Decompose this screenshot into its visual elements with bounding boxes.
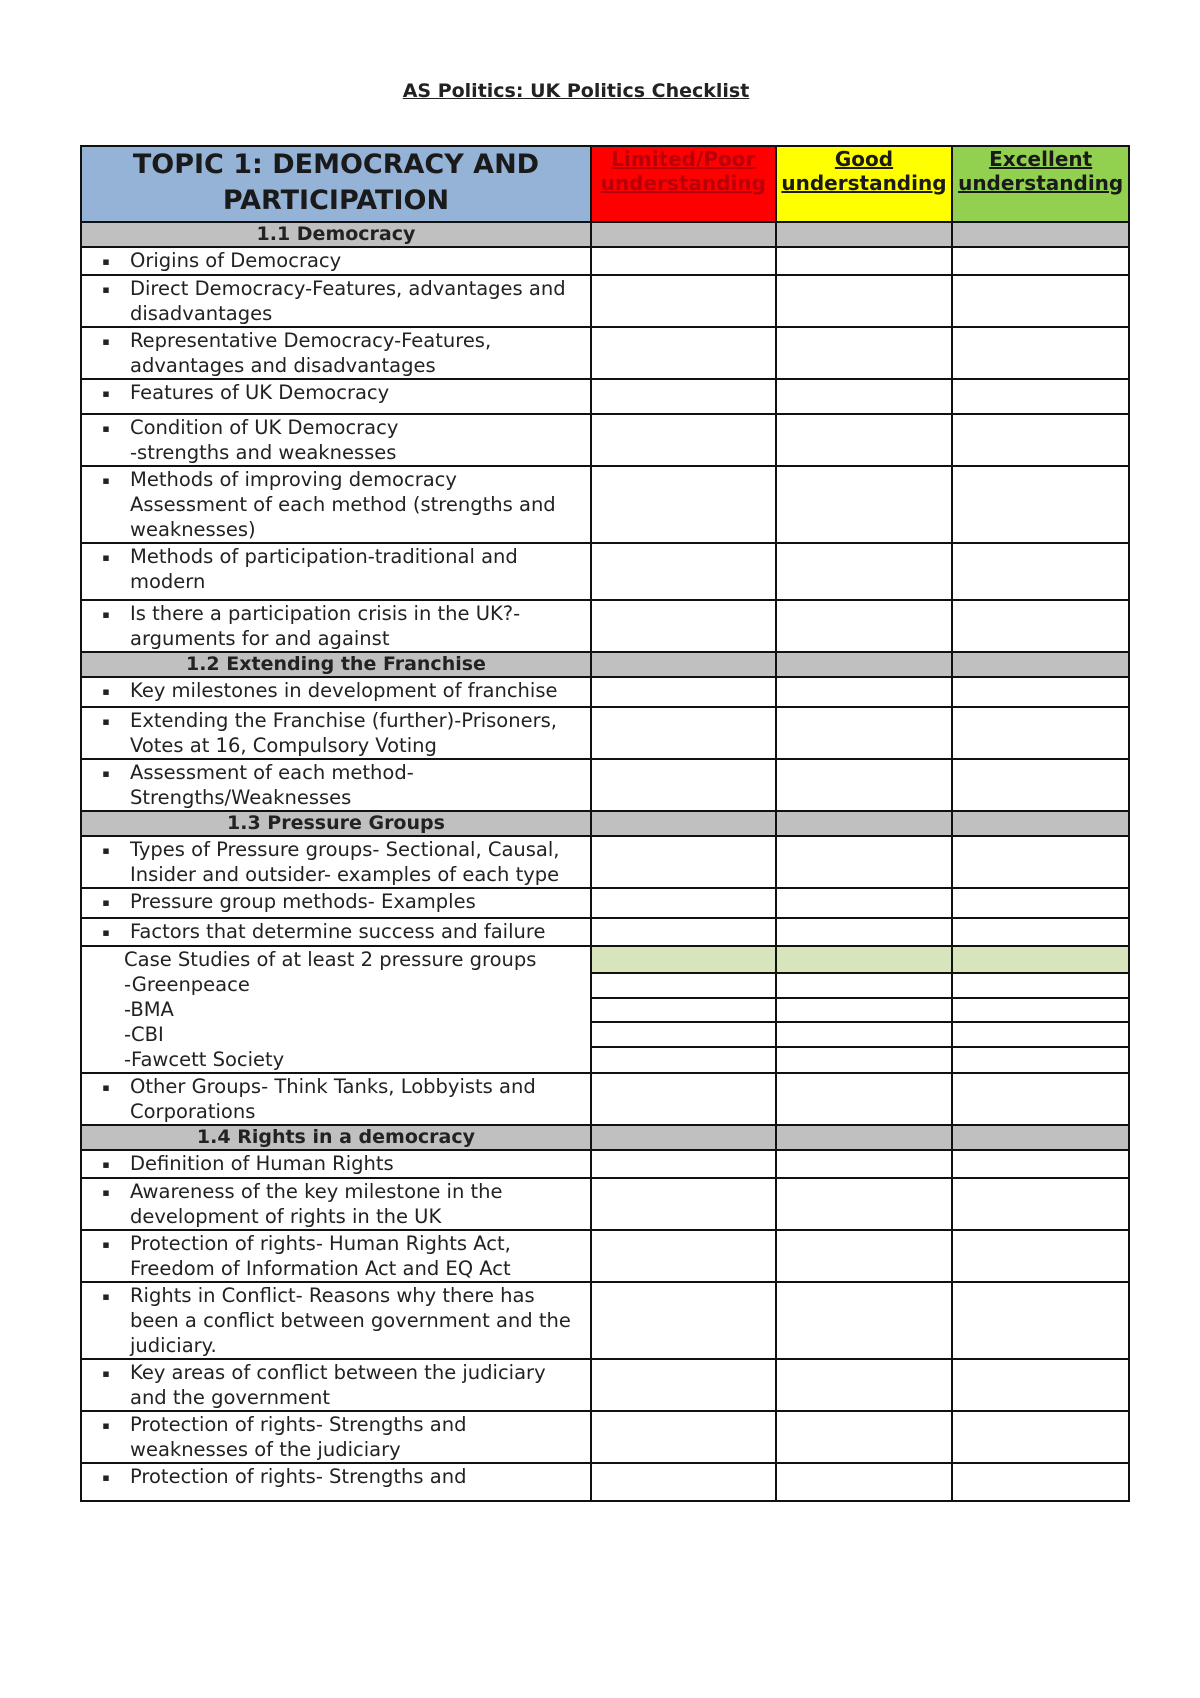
bullet-icon: ▪ — [102, 685, 110, 698]
checkbox-cell-excellent[interactable] — [952, 946, 1129, 973]
section-title: 1.3 Pressure Groups — [81, 811, 591, 836]
checklist-row — [81, 1230, 1129, 1282]
checkbox-cell-limited[interactable] — [591, 946, 776, 973]
section-title: 1.2 Extending the Franchise — [81, 652, 591, 677]
checklist-item-text: Assessment of each method- Strengths/Weaknesses — [130, 761, 414, 809]
checkbox-cell-excellent[interactable] — [952, 600, 1129, 652]
checkbox-cell-excellent[interactable] — [952, 543, 1129, 600]
section-header-cell — [591, 222, 776, 247]
bullet-icon: ▪ — [102, 1081, 110, 1094]
checkbox-cell-good[interactable] — [776, 1022, 953, 1046]
checklist-item-text: Factors that determine success and failure — [130, 920, 546, 943]
checklist-row — [81, 836, 1129, 888]
checkbox-cell-good[interactable] — [776, 1282, 953, 1359]
bullet-icon: ▪ — [102, 387, 110, 400]
checkbox-cell-excellent[interactable] — [952, 836, 1129, 888]
checkbox-cell-limited[interactable] — [591, 1022, 776, 1046]
checkbox-cell-excellent[interactable] — [952, 1047, 1129, 1073]
checklist-item-text: Condition of UK Democracy -strengths and weaknesses — [130, 416, 399, 464]
checkbox-cell-limited[interactable] — [591, 707, 776, 759]
checklist-row — [81, 275, 1129, 327]
checklist-item-text: Rights in Conflict- Reasons why there has been a conflict between government and the judiciary. — [130, 1284, 571, 1357]
checklist-row — [81, 247, 1129, 275]
checkbox-cell-good[interactable] — [776, 677, 953, 707]
checkbox-cell-good[interactable] — [776, 1359, 953, 1411]
checkbox-cell-good[interactable] — [776, 327, 953, 379]
checklist-item-text: Is there a participation crisis in the UK?- arguments for and against — [130, 602, 521, 650]
bullet-icon: ▪ — [102, 474, 110, 487]
checklist-item — [81, 918, 591, 946]
checklist-item — [81, 275, 591, 327]
section-header-cell — [952, 652, 1129, 677]
checkbox-cell-excellent[interactable] — [952, 275, 1129, 327]
header-row — [81, 146, 1129, 222]
checklist-item — [81, 1359, 591, 1411]
checkbox-cell-excellent[interactable] — [952, 466, 1129, 543]
checklist-item-text: Definition of Human Rights — [130, 1152, 394, 1175]
checkbox-cell-limited[interactable] — [591, 998, 776, 1022]
checklist-row — [81, 888, 1129, 918]
checkbox-cell-limited[interactable] — [591, 379, 776, 414]
checkbox-cell-limited[interactable] — [591, 327, 776, 379]
checklist-item-text: Protection of rights- Human Rights Act, Freedom of Information Act and EQ Act — [130, 1232, 511, 1280]
bullet-icon: ▪ — [102, 255, 110, 268]
checkbox-cell-excellent[interactable] — [952, 1150, 1129, 1178]
checklist-item-text: Features of UK Democracy — [130, 381, 390, 404]
section-header-row — [81, 652, 1129, 677]
bullet-icon: ▪ — [102, 1419, 110, 1432]
section-header-cell — [776, 1125, 953, 1150]
bullet-icon: ▪ — [102, 1290, 110, 1303]
section-header-cell — [776, 652, 953, 677]
checkbox-cell-good[interactable] — [776, 247, 953, 275]
checkbox-cell-excellent[interactable] — [952, 677, 1129, 707]
checkbox-cell-limited[interactable] — [591, 1359, 776, 1411]
checklist-row — [81, 1359, 1129, 1411]
section-header-cell — [591, 652, 776, 677]
checklist-item — [81, 466, 591, 543]
checkbox-cell-limited[interactable] — [591, 600, 776, 652]
checkbox-cell-limited[interactable] — [591, 677, 776, 707]
bullet-icon: ▪ — [102, 1158, 110, 1171]
checklist-row — [81, 1073, 1129, 1125]
checkbox-cell-excellent[interactable] — [952, 1411, 1129, 1463]
checklist-item — [81, 600, 591, 652]
bullet-icon: ▪ — [102, 1186, 110, 1199]
checklist-item — [81, 1411, 591, 1463]
checklist-item-text: Direct Democracy-Features, advantages and disadvantages — [130, 277, 566, 325]
checkbox-cell-limited[interactable] — [591, 1411, 776, 1463]
checklist-row — [81, 327, 1129, 379]
rating-header-limited: Limited/Poor understanding — [591, 146, 776, 222]
checklist-item — [81, 888, 591, 918]
bullet-icon: ▪ — [102, 422, 110, 435]
rating-header-good: Good understanding — [776, 146, 953, 222]
checkbox-cell-limited[interactable] — [591, 1150, 776, 1178]
checkbox-cell-good[interactable] — [776, 414, 953, 466]
checklist-item-text: Protection of rights- Strengths and — [130, 1465, 467, 1488]
checkbox-cell-good[interactable] — [776, 1463, 953, 1501]
checkbox-cell-excellent[interactable] — [952, 1282, 1129, 1359]
checkbox-cell-good[interactable] — [776, 275, 953, 327]
checklist-item — [81, 1282, 591, 1359]
checkbox-cell-limited[interactable] — [591, 918, 776, 946]
checklist-item — [81, 759, 591, 811]
rating-header-excellent: Excellent understanding — [952, 146, 1129, 222]
checklist-item — [81, 1150, 591, 1178]
checklist-item — [81, 247, 591, 275]
checkbox-cell-limited[interactable] — [591, 275, 776, 327]
checkbox-cell-good[interactable] — [776, 1073, 953, 1125]
section-header-row — [81, 222, 1129, 247]
checkbox-cell-excellent[interactable] — [952, 327, 1129, 379]
checklist-item — [81, 414, 591, 466]
checklist-item — [81, 707, 591, 759]
checkbox-cell-excellent[interactable] — [952, 1463, 1129, 1501]
checkbox-cell-good[interactable] — [776, 888, 953, 918]
checklist-row — [81, 918, 1129, 946]
checklist-item-text: Methods of improving democracy Assessment of each method (strengths and weaknesses) — [130, 468, 556, 541]
checkbox-cell-excellent[interactable] — [952, 707, 1129, 759]
checklist-item — [81, 379, 591, 414]
checkbox-cell-limited[interactable] — [591, 1047, 776, 1073]
section-header-cell — [776, 222, 953, 247]
checklist-row — [81, 1150, 1129, 1178]
checklist-item — [81, 677, 591, 707]
bullet-icon: ▪ — [102, 608, 110, 621]
checkbox-cell-good[interactable] — [776, 1150, 953, 1178]
case-studies-text: Case Studies of at least 2 pressure groups -Greenpeace -BMA -CBI -Fawcett Society — [81, 946, 591, 1073]
checkbox-cell-limited[interactable] — [591, 1178, 776, 1230]
checklist-item — [81, 543, 591, 600]
bullet-icon: ▪ — [102, 1367, 110, 1380]
checkbox-cell-good[interactable] — [776, 707, 953, 759]
checklist-item — [81, 1230, 591, 1282]
bullet-icon: ▪ — [102, 1238, 110, 1251]
checkbox-cell-good[interactable] — [776, 1411, 953, 1463]
checkbox-cell-excellent[interactable] — [952, 998, 1129, 1022]
checkbox-cell-good[interactable] — [776, 946, 953, 973]
checkbox-cell-limited[interactable] — [591, 543, 776, 600]
checkbox-cell-excellent[interactable] — [952, 1073, 1129, 1125]
checklist-row — [81, 1282, 1129, 1359]
checklist-item-text: Methods of participation-traditional and modern — [130, 545, 518, 593]
checkbox-cell-good[interactable] — [776, 998, 953, 1022]
checklist-item-text: Other Groups- Think Tanks, Lobbyists and Corporations — [130, 1075, 536, 1123]
checklist-row — [81, 600, 1129, 652]
checkbox-cell-good[interactable] — [776, 1178, 953, 1230]
checkbox-cell-good[interactable] — [776, 759, 953, 811]
bullet-icon: ▪ — [102, 767, 110, 780]
checklist-item — [81, 1178, 591, 1230]
topic-heading: TOPIC 1: DEMOCRACY AND PARTICIPATION — [81, 146, 591, 222]
checkbox-cell-excellent[interactable] — [952, 414, 1129, 466]
section-header-row — [81, 1125, 1129, 1150]
checklist-row — [81, 1463, 1129, 1501]
section-header-cell — [776, 811, 953, 836]
checkbox-cell-limited[interactable] — [591, 1230, 776, 1282]
checklist-item — [81, 836, 591, 888]
checkbox-cell-good[interactable] — [776, 1047, 953, 1073]
checkbox-cell-good[interactable] — [776, 466, 953, 543]
document-title: AS Politics: UK Politics Checklist — [402, 80, 750, 102]
checklist-item-text: Protection of rights- Strengths and weaknesses of the judiciary — [130, 1413, 467, 1461]
checkbox-cell-excellent[interactable] — [952, 1178, 1129, 1230]
checkbox-cell-limited[interactable] — [591, 759, 776, 811]
checklist-row — [81, 1411, 1129, 1463]
checklist-row — [81, 1178, 1129, 1230]
section-header-cell — [952, 222, 1129, 247]
checklist-item-text: Awareness of the key milestone in the development of rights in the UK — [130, 1180, 503, 1228]
checkbox-cell-excellent[interactable] — [952, 1359, 1129, 1411]
checkbox-cell-limited[interactable] — [591, 414, 776, 466]
bullet-icon: ▪ — [102, 896, 110, 909]
checkbox-cell-limited[interactable] — [591, 247, 776, 275]
checklist-row — [81, 414, 1129, 466]
section-header-cell — [952, 1125, 1129, 1150]
checkbox-cell-limited[interactable] — [591, 1282, 776, 1359]
checklist-row — [81, 677, 1129, 707]
checklist-row — [81, 379, 1129, 414]
bullet-icon: ▪ — [102, 551, 110, 564]
checkbox-cell-limited[interactable] — [591, 466, 776, 543]
checklist-row — [81, 543, 1129, 600]
checklist-item-text: Representative Democracy-Features, advantages and disadvantages — [130, 329, 492, 377]
section-header-row — [81, 811, 1129, 836]
checkbox-cell-good[interactable] — [776, 836, 953, 888]
checklist-item-text: Key areas of conflict between the judiciary and the government — [130, 1361, 546, 1409]
checklist-item-text: Origins of Democracy — [130, 249, 342, 272]
checkbox-cell-good[interactable] — [776, 1230, 953, 1282]
checklist-row — [81, 759, 1129, 811]
checklist-item-text: Pressure group methods- Examples — [130, 890, 476, 913]
checklist-item-text: Types of Pressure groups- Sectional, Causal, Insider and outsider- examples of each type — [130, 838, 560, 886]
bullet-icon: ▪ — [102, 715, 110, 728]
checkbox-cell-good[interactable] — [776, 973, 953, 997]
checkbox-cell-limited[interactable] — [591, 1463, 776, 1501]
checkbox-cell-excellent[interactable] — [952, 1230, 1129, 1282]
checklist-table — [80, 145, 1130, 1502]
checkbox-cell-excellent[interactable] — [952, 888, 1129, 918]
checklist-item — [81, 1463, 591, 1501]
bullet-icon: ▪ — [102, 283, 110, 296]
bullet-icon: ▪ — [102, 1471, 110, 1484]
case-study-row — [81, 946, 1129, 973]
checkbox-cell-limited[interactable] — [591, 1073, 776, 1125]
bullet-icon: ▪ — [102, 335, 110, 348]
checklist-item-text: Extending the Franchise (further)-Prisoners, Votes at 16, Compulsory Voting — [130, 709, 557, 757]
checkbox-cell-excellent[interactable] — [952, 1022, 1129, 1046]
checkbox-cell-excellent[interactable] — [952, 918, 1129, 946]
checkbox-cell-excellent[interactable] — [952, 379, 1129, 414]
checklist-row — [81, 466, 1129, 543]
checklist-row — [81, 707, 1129, 759]
checklist-item — [81, 327, 591, 379]
checkbox-cell-excellent[interactable] — [952, 973, 1129, 997]
checkbox-cell-good[interactable] — [776, 600, 953, 652]
section-title: 1.4 Rights in a democracy — [81, 1125, 591, 1150]
checkbox-cell-limited[interactable] — [591, 888, 776, 918]
checkbox-cell-excellent[interactable] — [952, 759, 1129, 811]
checkbox-cell-good[interactable] — [776, 379, 953, 414]
checkbox-cell-good[interactable] — [776, 918, 953, 946]
section-header-cell — [591, 1125, 776, 1150]
checklist-item — [81, 1073, 591, 1125]
checkbox-cell-limited[interactable] — [591, 836, 776, 888]
checkbox-cell-limited[interactable] — [591, 973, 776, 997]
section-title: 1.1 Democracy — [81, 222, 591, 247]
section-header-cell — [591, 811, 776, 836]
checklist-item-text: Key milestones in development of franchise — [130, 679, 558, 702]
checkbox-cell-good[interactable] — [776, 543, 953, 600]
checkbox-cell-excellent[interactable] — [952, 247, 1129, 275]
bullet-icon: ▪ — [102, 844, 110, 857]
bullet-icon: ▪ — [102, 926, 110, 939]
section-header-cell — [952, 811, 1129, 836]
